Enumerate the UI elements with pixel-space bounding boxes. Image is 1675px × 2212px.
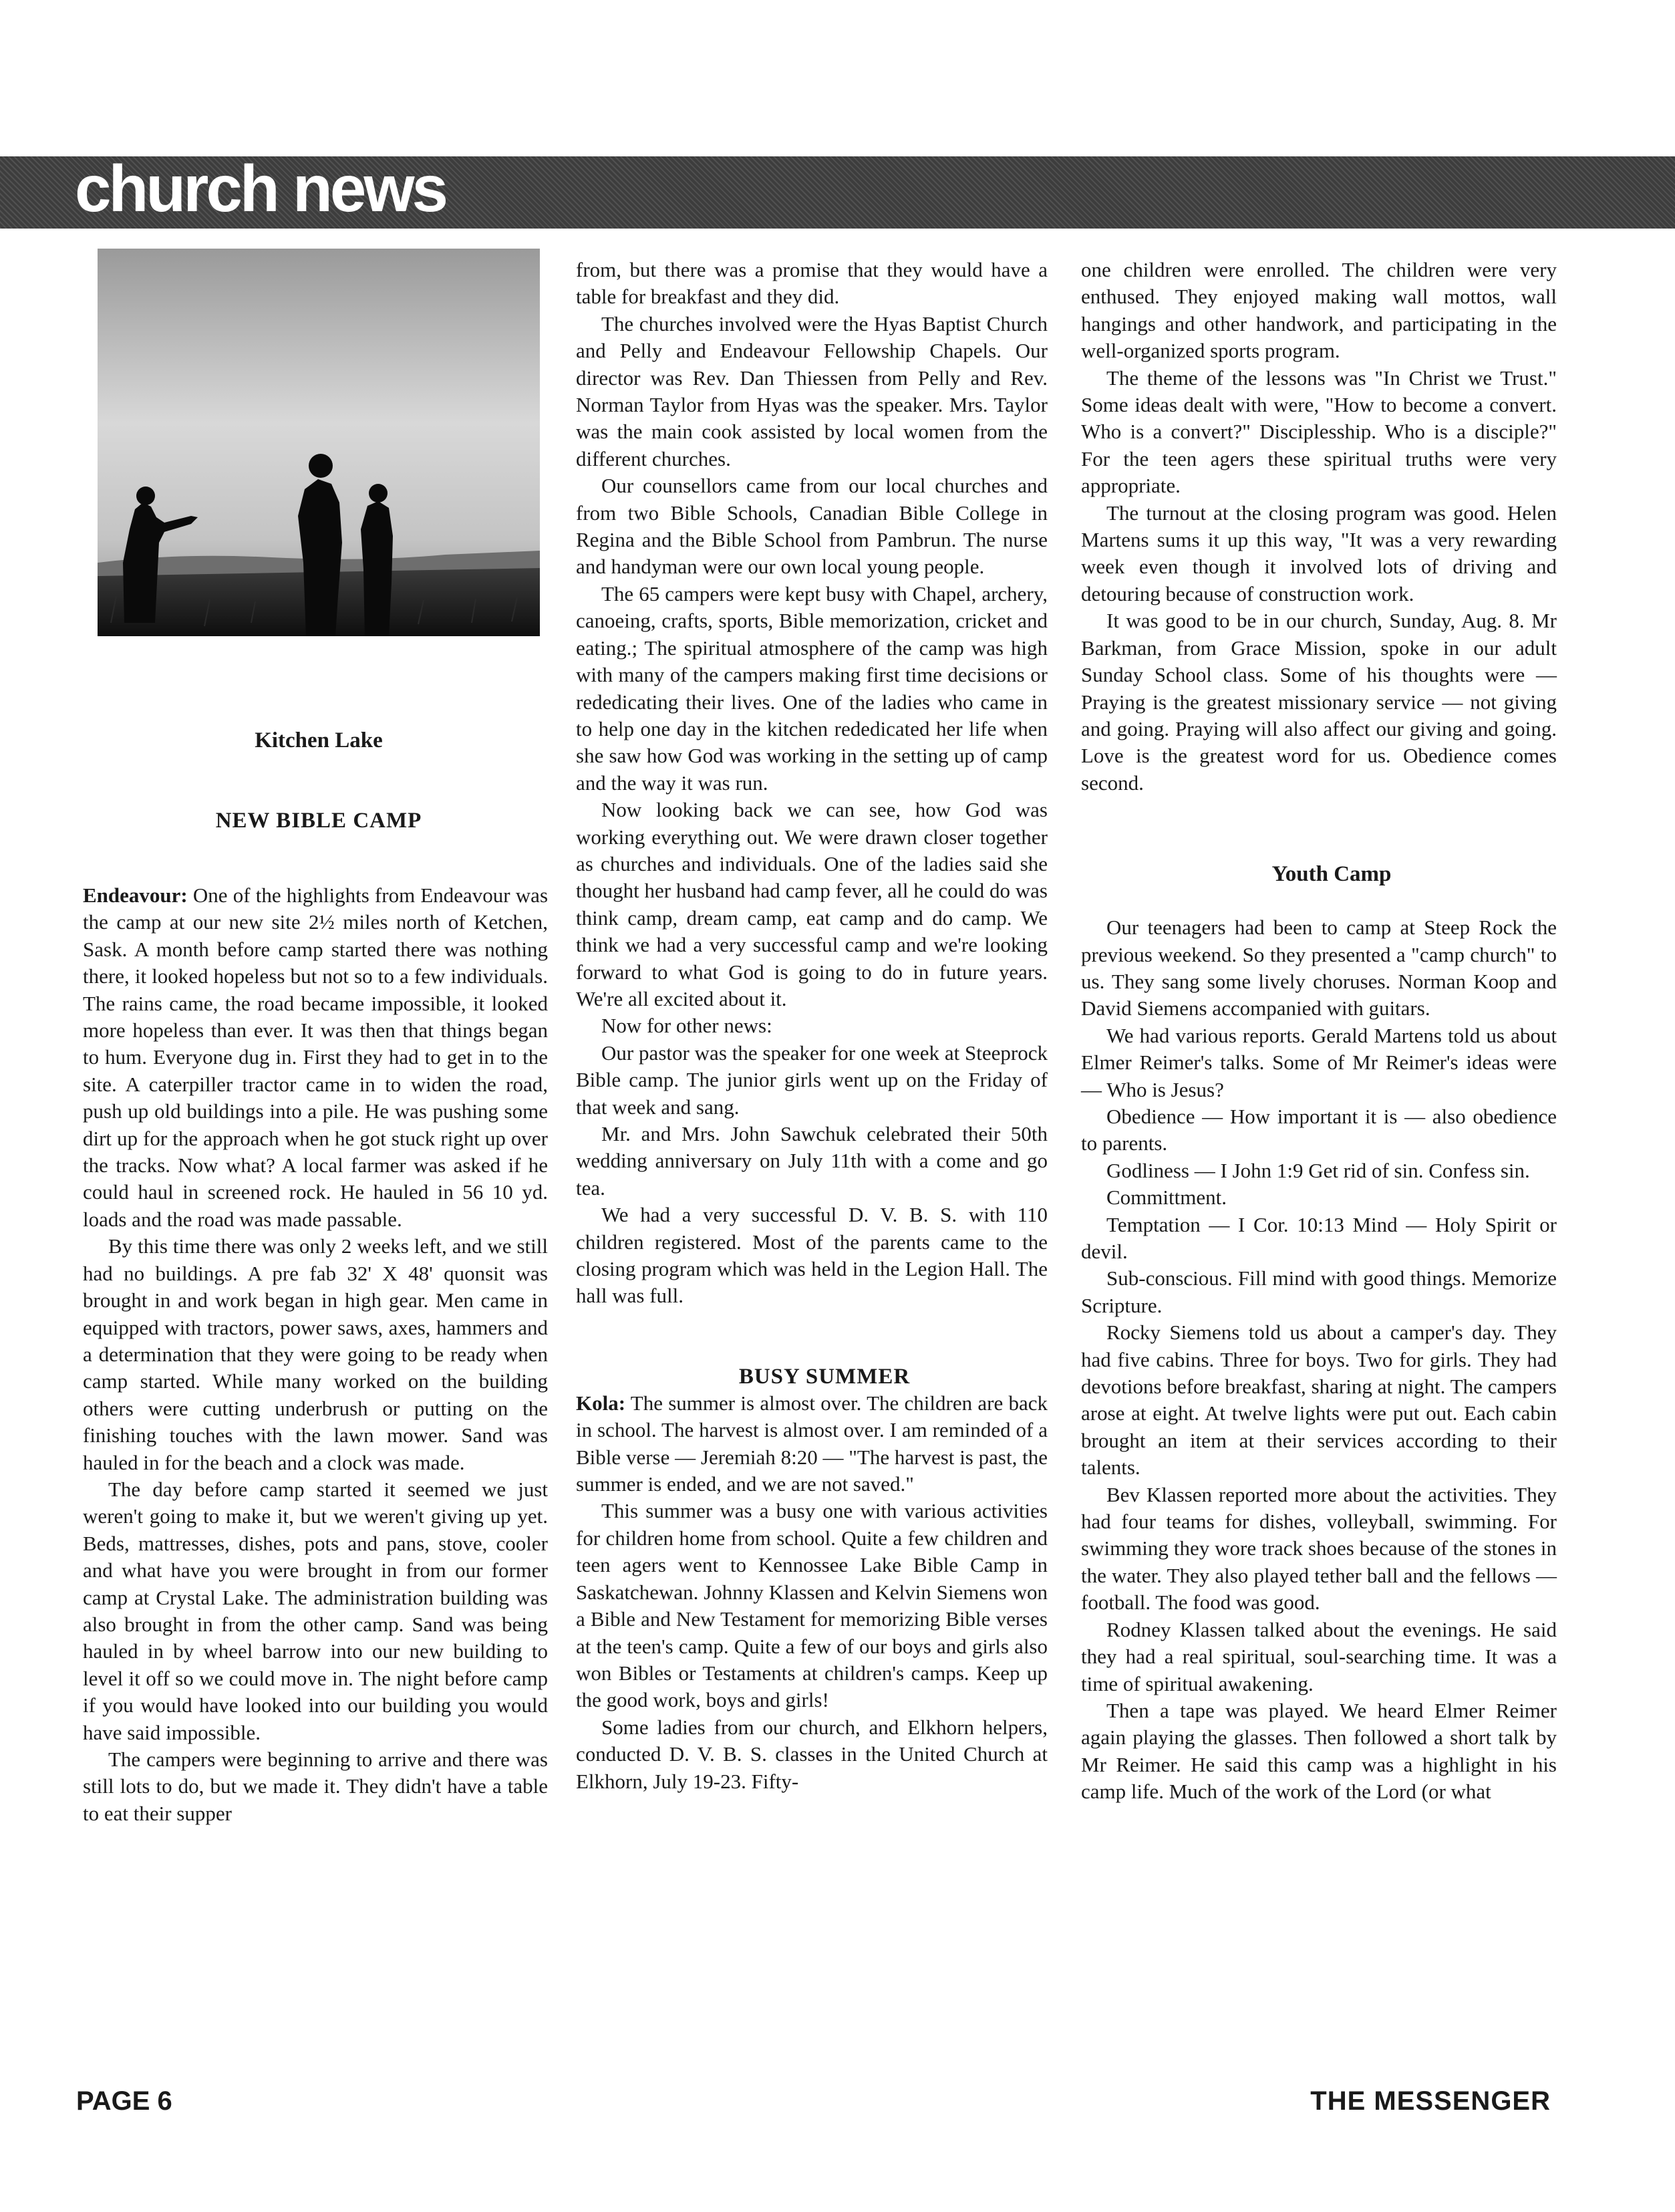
paragraph: Now for other news:	[601, 1014, 772, 1038]
paragraph: The theme of the lessons was "In Christ we Trust." Some ideas dealt with were, "How to become a convert. Who is a convert?" Disciplesship. Who is a disciple?" For the teen agers these spiritual truths were very appropriate.	[1081, 366, 1557, 498]
paragraph: The campers were beginning to arrive and there was still lots to do, but we made it. They didn't have a table to eat their supper	[83, 1748, 548, 1825]
paragraph: Some ladies from our church, and Elkhorn helpers, conducted D. V. B. S. classes in the United Church at Elkhorn, July 19-23. Fifty-	[576, 1715, 1048, 1793]
paragraph: Kola: The summer is almost over. The children are back in school. The harvest is almost over. I am reminded of a Bible verse — Jeremiah 8:20 — "The harvest is past, the summer is ended, and we are not saved."	[576, 1391, 1048, 1496]
paragraph: Our pastor was the speaker for one week at Steeprock Bible camp. The junior girls went up on the Friday of that week and sang.	[576, 1041, 1048, 1119]
publication-name: THE MESSENGER	[1310, 2086, 1551, 2116]
headline-youth-camp: Youth Camp	[1271, 862, 1392, 887]
paragraph: This summer was a busy one with various activities for children home from school. Quite a few children and teen agers went to Kennossee Lake Bible Camp in Saskatchewan. Johnny Klassen and Kelvin Siemens won a Bible and New Testament for memorizing Bible verses at the teen's camp. Quite a few of our boys and girls also won Bibles or Testaments at children's camps. Keep up the good work, boys and girls!	[576, 1499, 1048, 1712]
paragraph: The churches involved were the Hyas Baptist Church and Pelly and Endeavour Fellowship Chapels. Our director was Rev. Dan Thiessen from Pelly and Rev. Norman Taylor from Hyas was the speaker. Mrs. Taylor was the main cook assisted by local women from the different churches.	[576, 311, 1048, 470]
paragraph: Rodney Klassen talked about the evenings. He said they had a real spiritual, soul-searching time. It was a time of spiritual awakening.	[1081, 1617, 1557, 1695]
paragraph: Rocky Siemens told us about a camper's day. They had five cabins. Three for boys. Two for girls. They had devotions before breakfast, sharing at night. The campers arose at eight. At twelve lights were put out. Each cabin brought an item at their services according to their talents.	[1081, 1321, 1557, 1480]
column-3	[1081, 257, 1557, 1806]
paragraph: Sub-conscious. Fill mind with good things. Memorize Scripture.	[1081, 1266, 1557, 1317]
dateline-endeavour: Endeavour:	[83, 883, 188, 907]
paragraph: We had various reports. Gerald Martens told us about Elmer Reimer's talks. Some of Mr Reimer's ideas were — Who is Jesus?	[1081, 1023, 1557, 1101]
paragraph: Then a tape was played. We heard Elmer Reimer again playing the glasses. Then followed a short talk by Mr Reimer. He said this camp was a highlight in his camp life. Much of the work of the Lord (or what	[1081, 1698, 1557, 1804]
section-title: church news	[75, 152, 446, 225]
paragraph: Committment.	[1106, 1186, 1227, 1210]
headline-new-bible-camp: NEW BIBLE CAMP	[215, 809, 422, 833]
paragraph: one children were enrolled. The children were very enthused. They enjoyed making wall mottos, wall hangings and other handwork, and participating in the well-organized sports program.	[1081, 258, 1557, 363]
paragraph: Endeavour: One of the highlights from Endeavour was the camp at our new site 2½ miles north of Ketchen, Sask. A month before camp started there was nothing there, it looked hopeless but not so to a few individuals. The rains came, the road became impossible, it looked more hopeless than ever. It was then that things began to hum. Everyone dug in. First they had to get in to the site. A caterpiller tractor came in to widen the road, push up old buildings into a pile. He was pushing some dirt up for the approach when he got stuck right up over the tracks. Now what? A local farmer was asked if he could haul in screened rock. He hauled in 56 10 yd. loads and the road was made passable.	[83, 883, 549, 1231]
paragraph: Now looking back we can see, how God was working everything out. We were drawn closer together as churches and individuals. One of the ladies said she thought her husband had camp fever, all he could do was think camp, dream camp, eat camp and do camp. We think we had a very successful camp and we're looking forward to what God is going to do in future years. We're all excited about it.	[576, 798, 1048, 1010]
dateline-kola: Kola:	[576, 1391, 626, 1415]
paragraph: It was good to be in our church, Sunday, Aug. 8. Mr Barkman, from Grace Mission, spoke in our adult Sunday School class. Some of his thoughts were — Praying is the greatest missionary service — not giving and going. Praying will also affect our giving and going. Love is the greatest word for us. Obedience comes second.	[1081, 609, 1557, 795]
headline-busy-summer: BUSY SUMMER	[738, 1364, 911, 1389]
paragraph: from, but there was a promise that they would have a table for breakfast and they did.	[576, 258, 1048, 309]
kitchen-lake-photo	[98, 249, 540, 636]
paragraph: Obedience — How important it is — also obedience to parents.	[1081, 1104, 1557, 1155]
paragraph: Godliness — I John 1:9 Get rid of sin. Confess sin.	[1106, 1158, 1530, 1182]
column-2	[576, 257, 1048, 1795]
paragraph: Our counsellors came from our local churches and from two Bible Schools, Canadian Bible College in Regina and the Bible School from Pambrun. The nurse and handyman were our own local young people.	[576, 474, 1048, 579]
paragraph: By this time there was only 2 weeks left, and we still had no buildings. A pre fab 32' X 48' quonsit was brought in and work began in high gear. Men came in equipped with tractors, power saws, axes, hammers and a determination that they were going to be ready when camp started. While many worked on the building others were cutting underbrush or putting on the finishing touches with the lawn mower. Sand was hauled in for the beach and a clock was made.	[83, 1234, 548, 1474]
paragraph: Bev Klassen reported more about the activities. They had four teams for dishes, volleyball, swimming. For swimming they wore track shoes because of the stones in the water. They also played tether ball and the fellows — football. The food was good.	[1081, 1482, 1557, 1615]
page-number: PAGE 6	[76, 2086, 172, 2116]
paragraph: Our teenagers had been to camp at Steep Rock the previous weekend. So they presented a "camp church" to us. They sang some lively choruses. Norman Koop and David Siemens accompanied with guitars.	[1081, 916, 1557, 1020]
paragraph: The turnout at the closing program was good. Helen Martens sums it up this way, "It was a very rewarding week even though it involved lots of driving and detouring because of construction work.	[1081, 501, 1557, 605]
column-1	[83, 882, 548, 1827]
paragraph: Temptation — I Cor. 10:13 Mind — Holy Spirit or devil.	[1081, 1212, 1557, 1263]
photo-caption: Kitchen Lake	[255, 728, 383, 752]
paragraph: The 65 campers were kept busy with Chapel, archery, canoeing, crafts, sports, Bible memorization, cricket and eating.; The spiritual atmosphere of the camp was high with many of the campers making first time decisions or rededicating their lives. One of the ladies who came in to help one day in the kitchen rededicated her life when she saw how God was working in the setting up of camp and the way it was run.	[576, 581, 1048, 795]
paragraph: We had a very successful D. V. B. S. with 110 children registered. Most of the parents came to the closing program which was held in the Legion Hall. The hall was full.	[576, 1203, 1048, 1308]
paragraph: The day before camp started it seemed we just weren't going to make it, but we weren't giving up yet. Beds, mattresses, dishes, pots and pans, stove, cooler and what have you were brought in from our former camp at Crystal Lake. The administration building was also brought in from the other camp. Sand was being hauled in by wheel barrow into our new building to level it off so we could move in. The night before camp if you would have looked into our building you would have said impossible.	[83, 1477, 548, 1744]
paragraph: Mr. and Mrs. John Sawchuk celebrated their 50th wedding anniversary on July 11th with a come and go tea.	[576, 1122, 1048, 1200]
